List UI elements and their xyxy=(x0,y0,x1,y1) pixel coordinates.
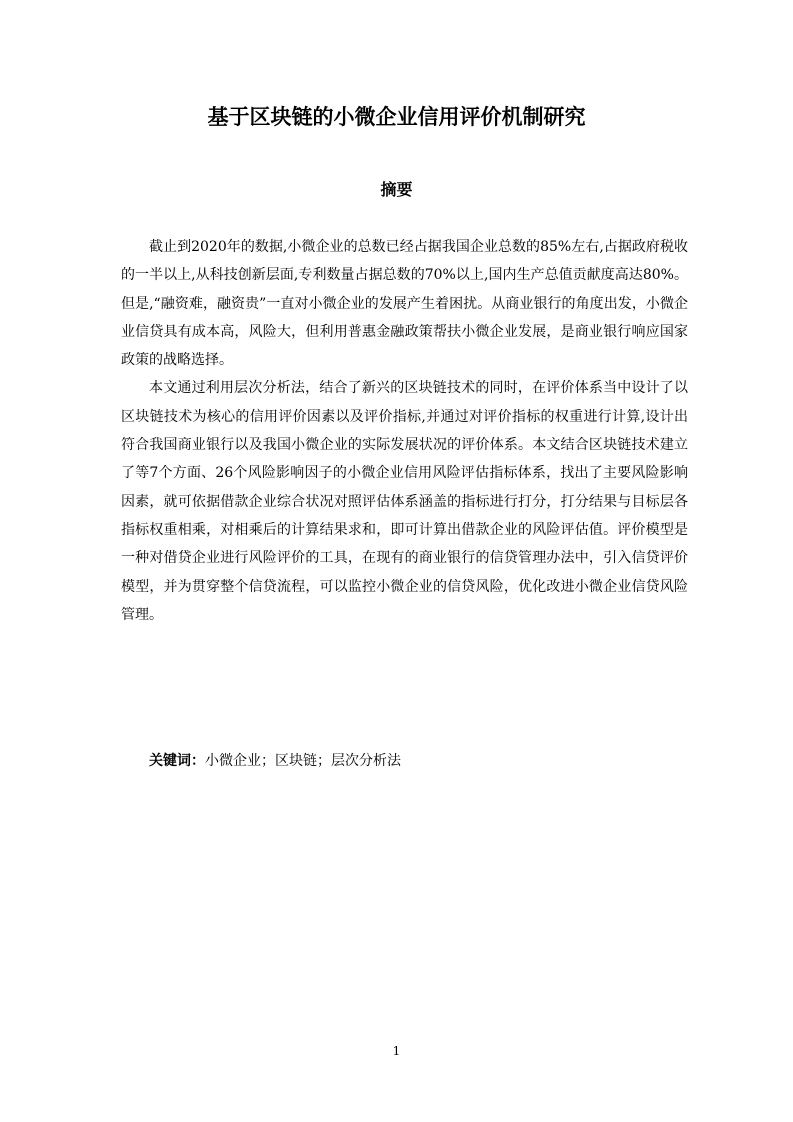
abstract-body xyxy=(121,233,688,629)
keywords-label: 关键词： xyxy=(149,753,205,769)
abstract-paragraph-2: 本文通过利用层次分析法，结合了新兴的区块链技术的同时，在评价体系当中设计了以区块链技术为核心的信用评价因素以及评价指标,并通过对评价指标的权重进行计算,设计出符合我国商业银行以及我国小微企业的实际发展状况的评价体系。本文结合区块链技术建立了等7个方面、26个风险影响因子的小微企业信用风险评估指标体系，找出了主要风险影响因素，就可依据借款企业综合状况对照评估体系涵盖的指标进行打分，打分结果与目标层各指标权重相乘，对相乘后的计算结果求和，即可计算出借款企业的风险评估值。评价模型是一种对借贷企业进行风险评价的工具，在现有的商业银行的信贷管理办法中，引入信贷评价模型，并为贯穿整个信贷流程，可以监控小微企业的信贷风险，优化改进小微企业信贷风险管理。 xyxy=(121,380,688,623)
page-number: 1 xyxy=(392,1044,401,1058)
keywords-text: 小微企业；区块链；层次分析法 xyxy=(205,753,401,769)
page-title: 基于区块链的小微企业信用评价机制研究 xyxy=(207,105,586,129)
keywords-line xyxy=(149,747,401,775)
abstract-heading: 摘要 xyxy=(380,180,413,199)
abstract-paragraph-1: 截止到2020年的数据,小微企业的总数已经占据我国企业总数的85%左右,占据政府税收的一半以上,从科技创新层面,专利数量占据总数的70%以上,国内生产总值贡献度高达80%。但是,“融资难，融资贵”一直对小微企业的发展产生着困扰。从商业银行的角度出发，小微企业信贷具有成本高，风险大，但利用普惠金融政策帮扶小微企业发展，是商业银行响应国家政策的战略选择。 xyxy=(121,239,688,369)
